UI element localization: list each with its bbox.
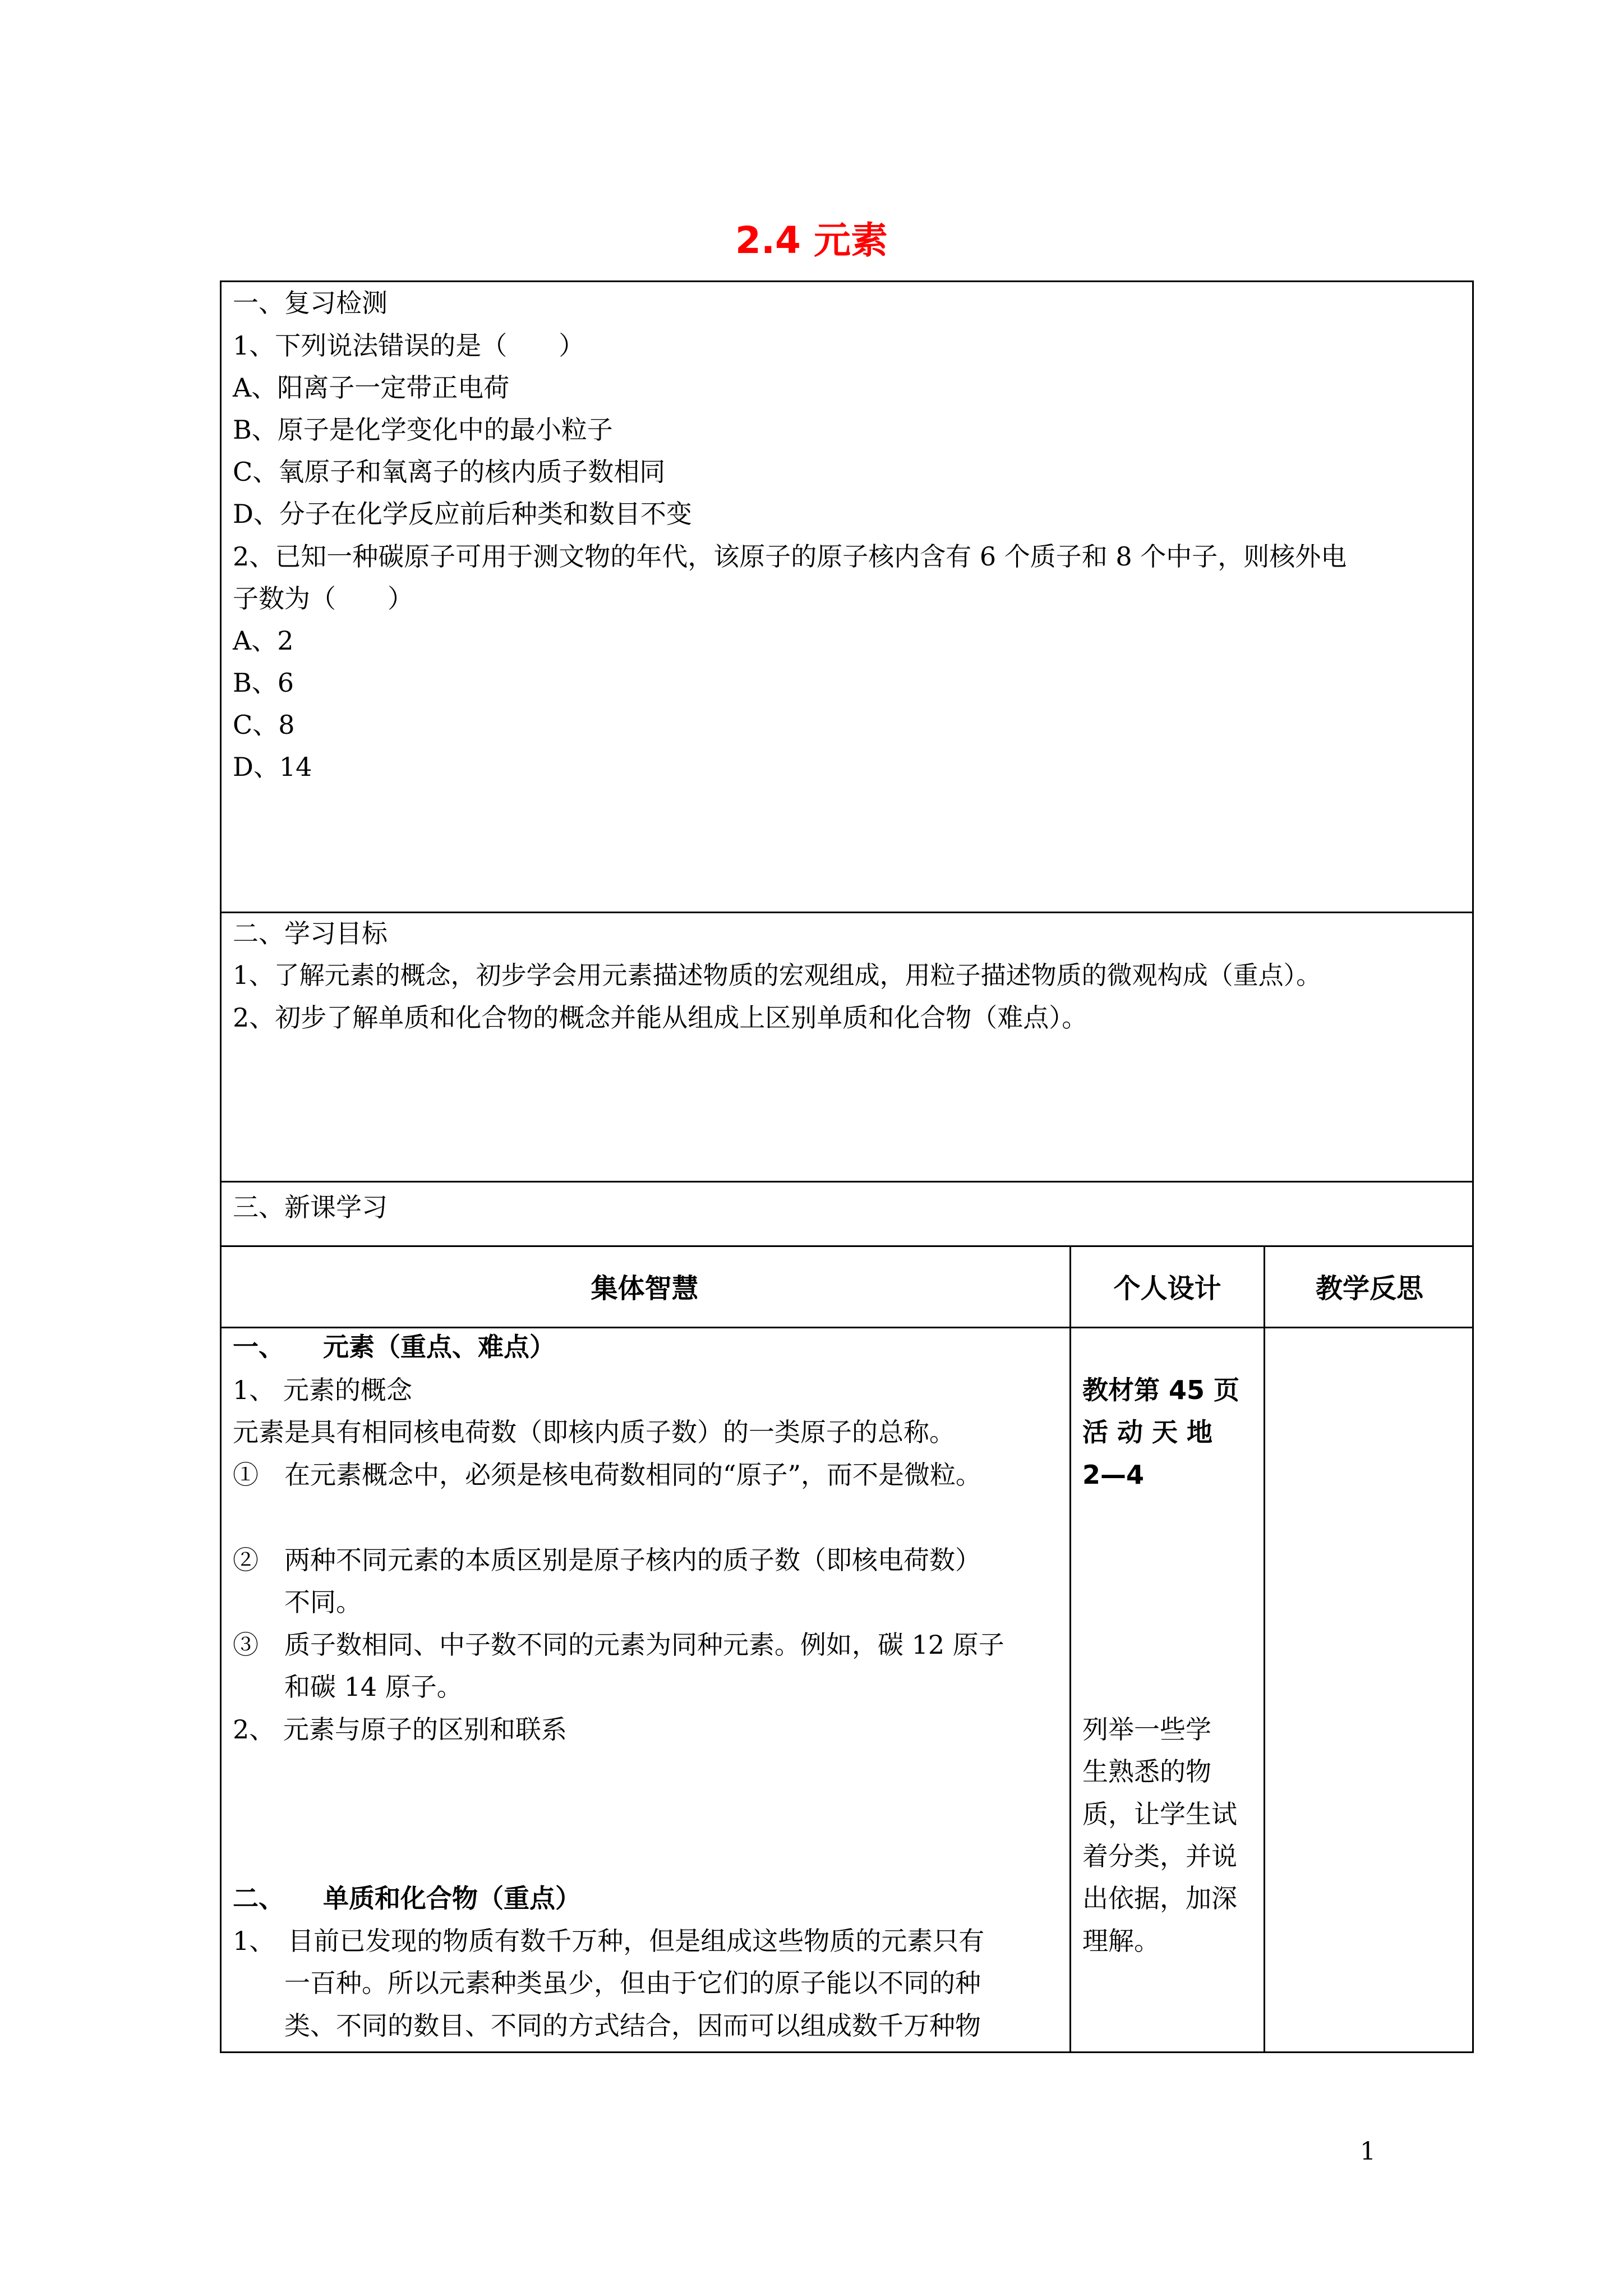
element-point-2-line1: ② 两种不同元素的本质区别是原子核内的质子数（即核电荷数） [233,1545,981,1575]
design-note-line: 质，让学生试 [1082,1799,1237,1829]
substance-point-1-line2: 一百种。所以元素种类虽少，但由于它们的原子能以不同的种 [284,1968,981,1998]
column-divider [1264,1245,1265,2053]
document-title: 2.4 元素 [735,219,888,262]
element-point-3-line1: ③ 质子数相同、中子数不同的元素为同种元素。例如，碳 12 原子 [233,1630,1004,1660]
q2-option-a: A、2 [233,625,294,656]
q2-option-b: B、6 [233,668,294,698]
q2-option-c: C、8 [233,710,295,740]
element-point-1: ① 在元素概念中，必须是核电荷数相同的“原子”，而不是微粒。 [233,1460,982,1490]
q2-option-d: D、14 [233,752,312,782]
design-note-line: 生熟悉的物 [1082,1756,1211,1787]
design-note-line: 出依据，加深 [1082,1883,1237,1913]
row-divider [220,912,1474,913]
question-1: 1、下列说法错误的是（ ） [233,330,585,361]
page-number: 1 [1360,2137,1376,2166]
column-divider [1069,1245,1071,2053]
question-2-line2: 子数为（ ） [233,583,413,614]
design-note-line: 理解。 [1082,1926,1160,1956]
element-point-2-line2: 不同。 [284,1587,362,1617]
q1-option-c: C、氧原子和氧离子的核内质子数相同 [233,457,666,487]
new-lesson-heading: 三、新课学习 [233,1192,388,1222]
row-divider [220,1327,1474,1328]
element-definition: 元素是具有相同核电荷数（即核内质子数）的一类原子的总称。 [233,1417,955,1447]
element-concept-subheading: 1、 元素的概念 [233,1375,412,1405]
question-2-line1: 2、已知一种碳原子可用于测文物的年代，该原子的原子核内含有 6 个质子和 8 个中子，则核外电 [233,541,1347,572]
objective-1: 1、了解元素的概念，初步学会用元素描述物质的宏观组成，用粒子描述物质的微观构成（重点）。 [233,960,1322,990]
q1-option-a: A、阳离子一定带正电荷 [233,372,510,403]
row-divider [220,1181,1474,1182]
element-point-3-line2: 和碳 14 原子。 [284,1672,463,1702]
design-note-line: 列举一些学 [1082,1714,1211,1745]
objectives-heading: 二、学习目标 [233,918,388,949]
column-header-collective: 集体智慧 [591,1273,699,1304]
design-note-textbook: 教材第 45 页 [1082,1375,1240,1405]
design-note-number: 2—4 [1082,1460,1145,1490]
section-elements-title: 一、 元素（重点、难点） [233,1332,555,1362]
review-heading: 一、复习检测 [233,288,388,318]
element-atom-subheading: 2、 元素与原子的区别和联系 [233,1714,567,1745]
design-note-activity: 活 动 天 地 [1082,1417,1213,1447]
substance-point-1-line3: 类、不同的数目、不同的方式结合，因而可以组成数千万种物 [284,2010,981,2041]
objective-2: 2、初步了解单质和化合物的概念并能从组成上区别单质和化合物（难点）。 [233,1002,1088,1033]
section-substances-title: 二、 单质和化合物（重点） [233,1883,581,1913]
design-note-line: 着分类，并说 [1082,1841,1237,1871]
column-header-design: 个人设计 [1113,1273,1221,1304]
q1-option-b: B、原子是化学变化中的最小粒子 [233,415,613,445]
row-divider [220,1245,1474,1247]
substance-point-1-line1: 1、 目前已发现的物质有数千万种，但是组成这些物质的元素只有 [233,1926,985,1956]
column-header-reflection: 教学反思 [1315,1273,1423,1304]
q1-option-d: D、分子在化学反应前后种类和数目不变 [233,499,692,529]
